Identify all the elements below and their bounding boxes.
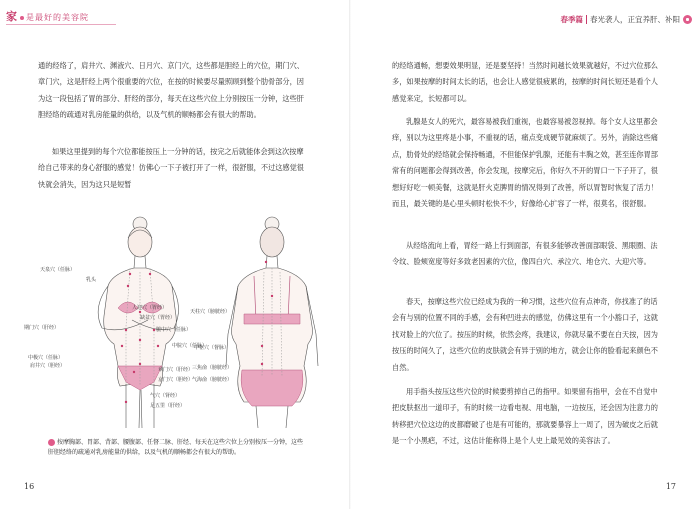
running-header-left: [6, 8, 89, 24]
paragraph: 春天，按摩这些穴位已经成为我的一种习惯，这些穴位有点神奇，你找准了的话会有与别的位置不同的手感，会有种凹进去的感觉，仿佛这里有一个小豁口子，这就找对脸上的穴位了。按压的时候，依然会疼，我建议，你就尽量不要在白天按，因为按压的时间久了，这些穴位的皮肤就会有异于别的地方，就会让你的脸看起来颜色不自然。: [392, 297, 658, 372]
header-title-rest: 是最好的美容院: [26, 13, 89, 22]
header-rule: [6, 24, 116, 25]
acupoint-label: 天泉穴（任脉）: [40, 267, 76, 273]
acupoint-label: 中脘穴（任脉）: [172, 343, 208, 349]
paragraph: 乳腺是女人的死穴，最容易被我们重视，也最容易被忽视掉。每个女人这里都会痒，别以为这里疼是小事，不重视的话，痛点变成硬节就麻烦了。另外，消除这些痛点，肋骨处的经络就会保持畅通，不但能保护乳腺，还能有丰胸之效，甚至连你胃部常有的问题都会得到改善，你会发现，按摩完后，你好久不开的胃口一下子开了，很想好好吃一顿美餐，这就是肝火克脾胃的情况得到了改善，所以胃智时恢复了活力！而且，最关键的是心里头顿时松快不少，好像给心扩容了一样，很莫名，很舒服。: [392, 117, 658, 209]
flower-bullet-icon: [48, 439, 55, 446]
right-page: [350, 0, 700, 509]
header-title-initial: 家: [6, 10, 18, 23]
acupoint-label: 肩井穴（胆经）: [30, 363, 66, 369]
acupoint-label: 气穴（肾经）: [150, 393, 181, 399]
acupoint-label: 中极穴（任脉）: [28, 355, 64, 361]
caption-text: 按摩胸部、胃部、背部、腰腹部、任督二脉、肝经、每天在这些穴位上分别按压一分钟，这些肝胆经络的疏通对乳房能量的供给，以及气机的顺畅都会有很大的帮助。: [48, 439, 304, 456]
flower-icon: [683, 15, 692, 24]
figure-caption: [48, 438, 306, 458]
dot-icon: [20, 16, 24, 20]
acupoint-label: 足五里（肝经）: [150, 403, 186, 409]
page-number: 17: [665, 482, 676, 491]
acupoint-label: 乳头: [86, 277, 97, 283]
acupoint-label: 人迎穴（胃经）: [132, 305, 168, 311]
section-subtitle: 春光袭人，正宜养肝、补阳: [590, 15, 680, 24]
paragraph: 的经络通畅，想要效果明显，还是要坚持！当然时间越长效果就越好，不过穴位那么多，如果按摩的时间太长的话，也会让人感觉很疲累的，按摩的时间长短还是看个人感觉来定，长短都可以。: [392, 61, 658, 103]
acupoint-label: 京门穴（胆经）: [158, 377, 194, 383]
acupoint-label: 期门穴（肝经）: [24, 325, 60, 331]
paragraph: 通的经络了，肩井穴、渊液穴、日月穴、京门穴，这些都是胆经上的穴位，期门穴、章门穴，这是肝经上两个很重要的穴位，在按的时候要尽量照顾到整个肋骨部分，因为这一段包括了胃的部分、肝经的部分，每天在这些穴位上分别按压一分钟，这些肝胆经络的疏通对乳房能量的供给，以及气机的顺畅都会有很大的帮助。: [38, 61, 304, 120]
acupoint-label: 缺盆穴（胃经）: [140, 315, 176, 321]
acupoint-illustration: [22, 216, 332, 434]
acupoint-label: 三焦俞（膀胱经）: [192, 365, 233, 371]
back-figure: [226, 217, 318, 428]
running-header-right: [561, 14, 693, 25]
acupoint-label: 章门穴（肝经）: [158, 367, 194, 373]
acupoint-label: 膻中穴（任脉）: [156, 327, 192, 333]
acupoint-label: 气海俞（膀胱经）: [192, 377, 233, 383]
paragraph: 如果这里提到的每个穴位都能按压上一分钟的话，按完之后就能体会到这次按摩给自己带来的身心舒服的感觉！仿佛心一下子被打开了一样，很舒服，不过这感觉很快就会消失，因为这只是短暂: [38, 147, 304, 189]
header-divider: [586, 15, 587, 24]
acupoint-label: 中枢穴（督脉）: [194, 345, 230, 351]
paragraph: 从经络流向上看，胃经一路上行到面部，有很多能够改善面部眼袋、黑眼圈、法令纹、脸颊宽度等好多致老因素的穴位，像四白穴、承泣穴、地仓穴、大迎穴等。: [392, 241, 658, 267]
paragraph: 用手指头按压这些穴位的时候要剪掉自己的指甲。如果留有指甲，会在不自觉中把皮肤抠出一道印子，有的时候一边看电视、用电脑，一边按压，还会因为注意力的转移把穴位这边的皮都磨破了也是有可能的，那就要暴容上一周了，因为破皮之后就是一个小黑疤，不过，这估计能称得上是个人史上最见效的美容法了。: [392, 387, 658, 446]
page-number: 16: [24, 482, 35, 491]
acupoint-label: 天柱穴（膀胱经）: [190, 309, 231, 315]
section-label: 春季篇: [560, 15, 583, 24]
